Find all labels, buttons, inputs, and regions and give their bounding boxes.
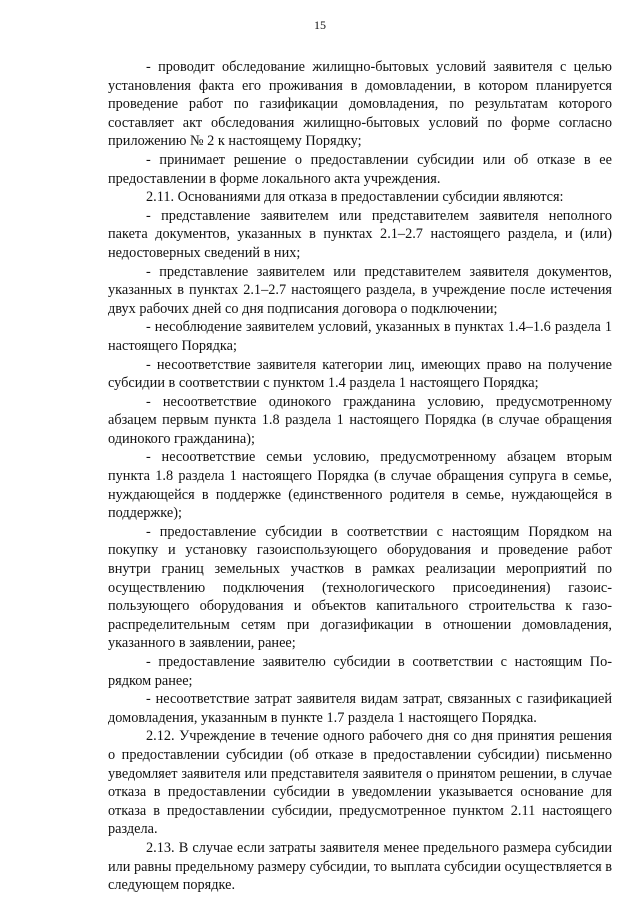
paragraph-2-11-heading: 2.11. Основаниями для отказа в предоставлении субсидии являются: — [146, 189, 564, 206]
list-item-category-mismatch: - несоответствие заявителя категории лиц, имеющих право на получение субсидии в соответствии с пунктом 1.4 раздела 1 настоящего Порядка; — [108, 356, 612, 392]
list-item-late-documents: - представление заявителем или представителем заявителя документов, указанных в пунктах 2.1–2.7 настоящего раздела, в учреждение после истечения двух рабочих дней со дня подписания договора о подключении; — [108, 263, 612, 317]
paragraph-inspection: - проводит обследование жилищно-бытовых условий заявителя с целью установления факта его проживания в домовладении, в котором планируется проведение работ по газификации домовладения, по результатам которого составляет акт обследования жилищно-бытовых условий по форме согласно приложению № 2 к настоящему Порядку; — [108, 59, 612, 150]
paragraph-decision: - принимает решение о предоставлении субсидии или об отказе в ее предоставлении в форме локального акта учреждения. — [108, 151, 612, 187]
list-item-conditions-not-met: - несоблюдение заявителем условий, указанных в пунктах 1.4–1.6 раздела 1 настоящего Порядка; — [108, 319, 612, 354]
page-number: 15 — [314, 18, 326, 32]
list-item-previous-subsidy: - предоставление заявителю субсидии в соответствии с настоящим Порядком ранее; — [108, 654, 612, 689]
list-item-family-mismatch: - несоответствие семьи условию, предусмотренному абзацем вторым пункта 1.8 раздела 1 настоящего Порядка (в случае обращения супруга в семье, нуждающейся в поддержке (единственного родителя в семье, нуждающейся в поддержке); — [108, 449, 612, 522]
document-body — [108, 58, 612, 895]
list-item-single-citizen-mismatch: - несоответствие одинокого гражданина условию, предусмотренному абзацем первым пункта 1.8 раздела 1 настоящего Порядка (в случае обращения одинокого гражданина); — [108, 393, 612, 447]
paragraph-2-12: 2.12. Учреждение в течение одного рабочего дня со дня принятия решения о предоставлении субсидии (об отказе в предоставлении субсидии) письменно уведомляет заявителя или представителя заявителя о принятом решении, в случае отказа в предоставлении субсидии в уведомлении указывается основание для отказа в предоставлении субсидии, предусмотренное пунктом 2.11 настоящего раздела. — [108, 728, 612, 838]
paragraph-2-13: 2.13. В случае если затраты заявителя менее предельного размера субсидии или равны предельному размеру субсидии, то выплата субсидии осуществляется в следующем порядке. — [108, 839, 612, 894]
list-item-cost-mismatch: - несоответствие затрат заявителя видам затрат, связанных с газификацией домовладения, указанным в пункте 1.7 раздела 1 настоящего Порядка. — [108, 691, 612, 726]
list-item-previous-equipment-subsidy: - предоставление субсидии в соответствии с настоящим Порядком на покупку и установку газоиспользующего оборудования и проведение работ внутри границ земельных участков в рамках реализации мероприятий по осуществлению подключения (технологического присоединения) газоиспользующего оборудования и объектов капитального строительства к газораспределительным сетям при догазификации в отношении домовладения, указанного в заявлении, ранее; — [108, 523, 612, 652]
list-item-incomplete-documents: - представление заявителем или представителем заявителя неполного пакета документов, указанных в пунктах 2.1–2.7 настоящего раздела, и (или) недостоверных сведений в них; — [108, 207, 612, 261]
